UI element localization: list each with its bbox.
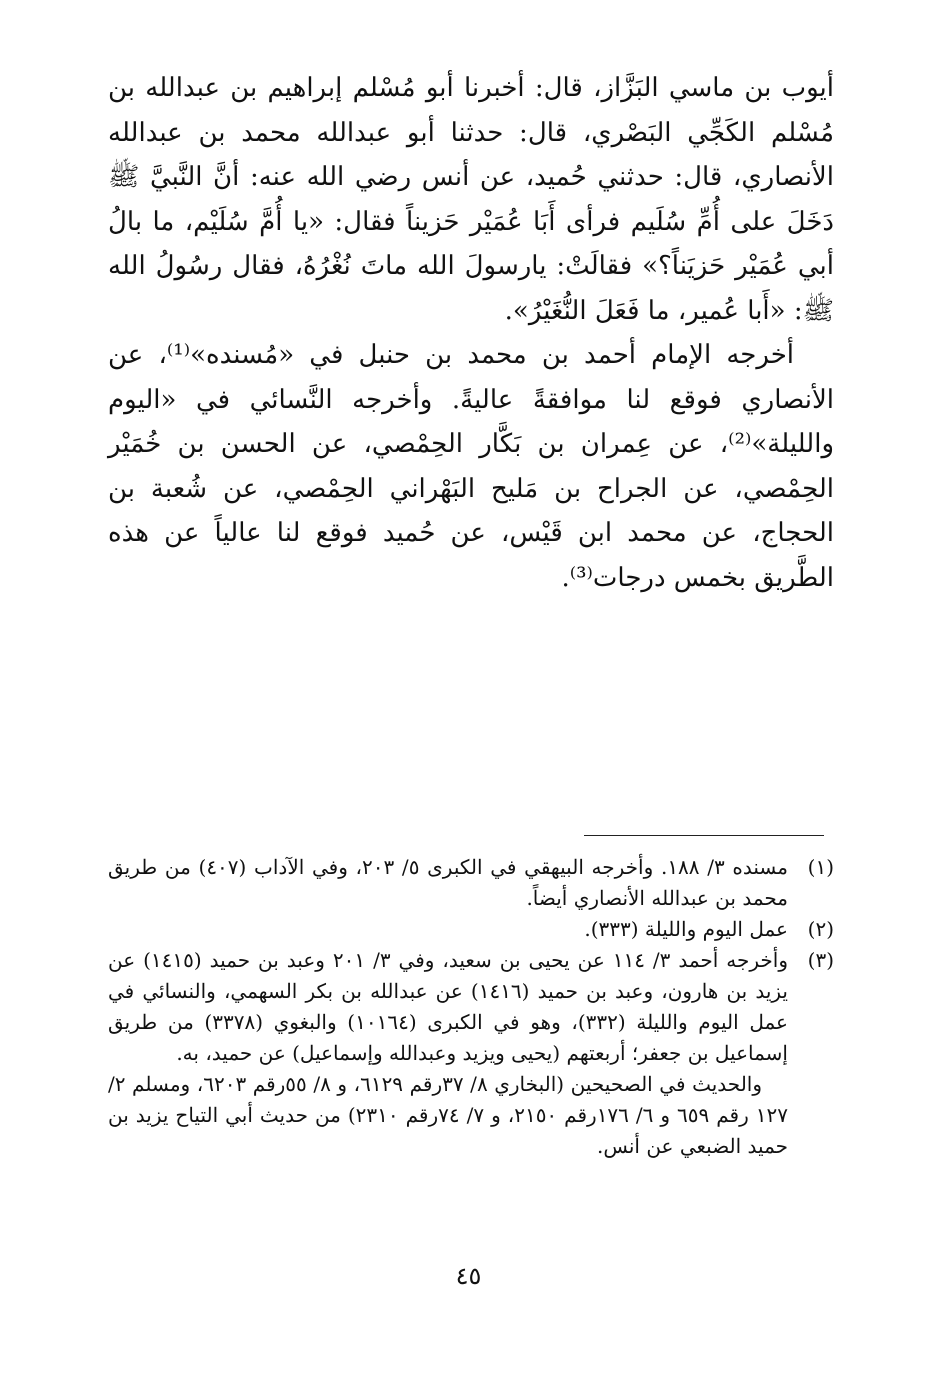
takhrij-paragraph: أخرجه الإمام أحمد بن محمد بن حنبل في «مُسنده»⁽¹⁾، عن الأنصاري فوقع لنا موافقةً عاليةً. وأخرجه النَّسائي في «اليوم والليلة»⁽²⁾، عن عِمران بن بَكَّار الحِمْصي، عن الحسن بن خُمَيْر الحِمْصي، عن الجراح بن مَليح البَهْراني الحِمْصي، عن شُعبة بن الحجاج، عن محمد ابن قَيْس، عن حُميد فوقع لنا عالياً عن هذه الطَّريق بخمس درجات⁽³⁾. [108, 340, 835, 593]
main-text [108, 66, 834, 600]
footnote-paragraph: والحديث في الصحيحين (البخاري ٨/ ٣٧رقم ٦١٢٩، و ٨/ ٥٥رقم ٦٢٠٣، ومسلم ٢/ ١٢٧ رقم ٦٥٩ و ٦/ ١٧٦رقم ٢١٥٠، و ٧/ ٧٤رقم ٢٣١٠) من حديث أبي التياح يزيد بن حميد الضبعي عن أنس. [108, 1072, 788, 1158]
footnote-3 [108, 945, 834, 1162]
footnote-1 [108, 852, 834, 914]
hadith-paragraph: أيوب بن ماسي البَزَّاز، قال: أخبرنا أبو مُسْلم إبراهيم بن عبدالله بن مُسْلم الكَجِّي البَصْري، قال: حدثنا أبو عبدالله محمد بن عبدالله الأنصاري، قال: حدثني حُميد، عن أنس رضي الله عنه: أنَّ النَّبيَّ ﷺ دَخَلَ على أُمِّ سُلَيم فرأى أَبَا عُمَيْر حَزيناً فقال: «يا أُمَّ سُلَيْم، ما بالُ أبي عُمَيْر حَزيَناً؟» فقالَتْ: يارسولَ الله ماتَ نُغْرُهُ، فقال رسُولُ الله ﷺ: «أَبا عُمير، ما فَعَلَ النُّغَيْرُ». [108, 73, 834, 326]
page-number: ٤٥ [455, 1262, 482, 1290]
footnote-divider [584, 835, 824, 836]
footnote-number: (٣) [807, 948, 834, 972]
footnotes [108, 852, 834, 1162]
footnote-text [108, 945, 788, 1162]
footnote-number: (١) [807, 855, 834, 879]
footnote-2 [108, 914, 834, 945]
footnote-paragraph: وأخرجه أحمد ٣/ ١١٤ عن يحيى بن سعيد، وفي ٣/ ٢٠١ وعبد بن حميد (١٤١٥) عن يزيد بن هارون، وعبد بن حميد (١٤١٦) عن عبدالله بن بكر السهمي، والنسائي في عمل اليوم والليلة (٣٣٢)، وهو في الكبرى (١٠١٦٤) والبغوي (٣٣٧٨) من طريق إسماعيل بن جعفر؛ أربعتهم (يحيى ويزيد وعبدالله وإسماعيل) عن حميد، به. [108, 948, 788, 1065]
footnote-number: (٢) [807, 917, 834, 941]
footnote-paragraph: عمل اليوم والليلة (٣٣٣). [584, 917, 788, 941]
footnote-text [108, 852, 788, 914]
footnote-paragraph: مسنده ٣/ ١٨٨. وأخرجه البيهقي في الكبرى ٥/ ٢٠٣، وفي الآداب (٤٠٧) من طريق محمد بن عبدالله الأنصاري أيضاً. [108, 855, 788, 910]
footnote-text [108, 914, 788, 945]
